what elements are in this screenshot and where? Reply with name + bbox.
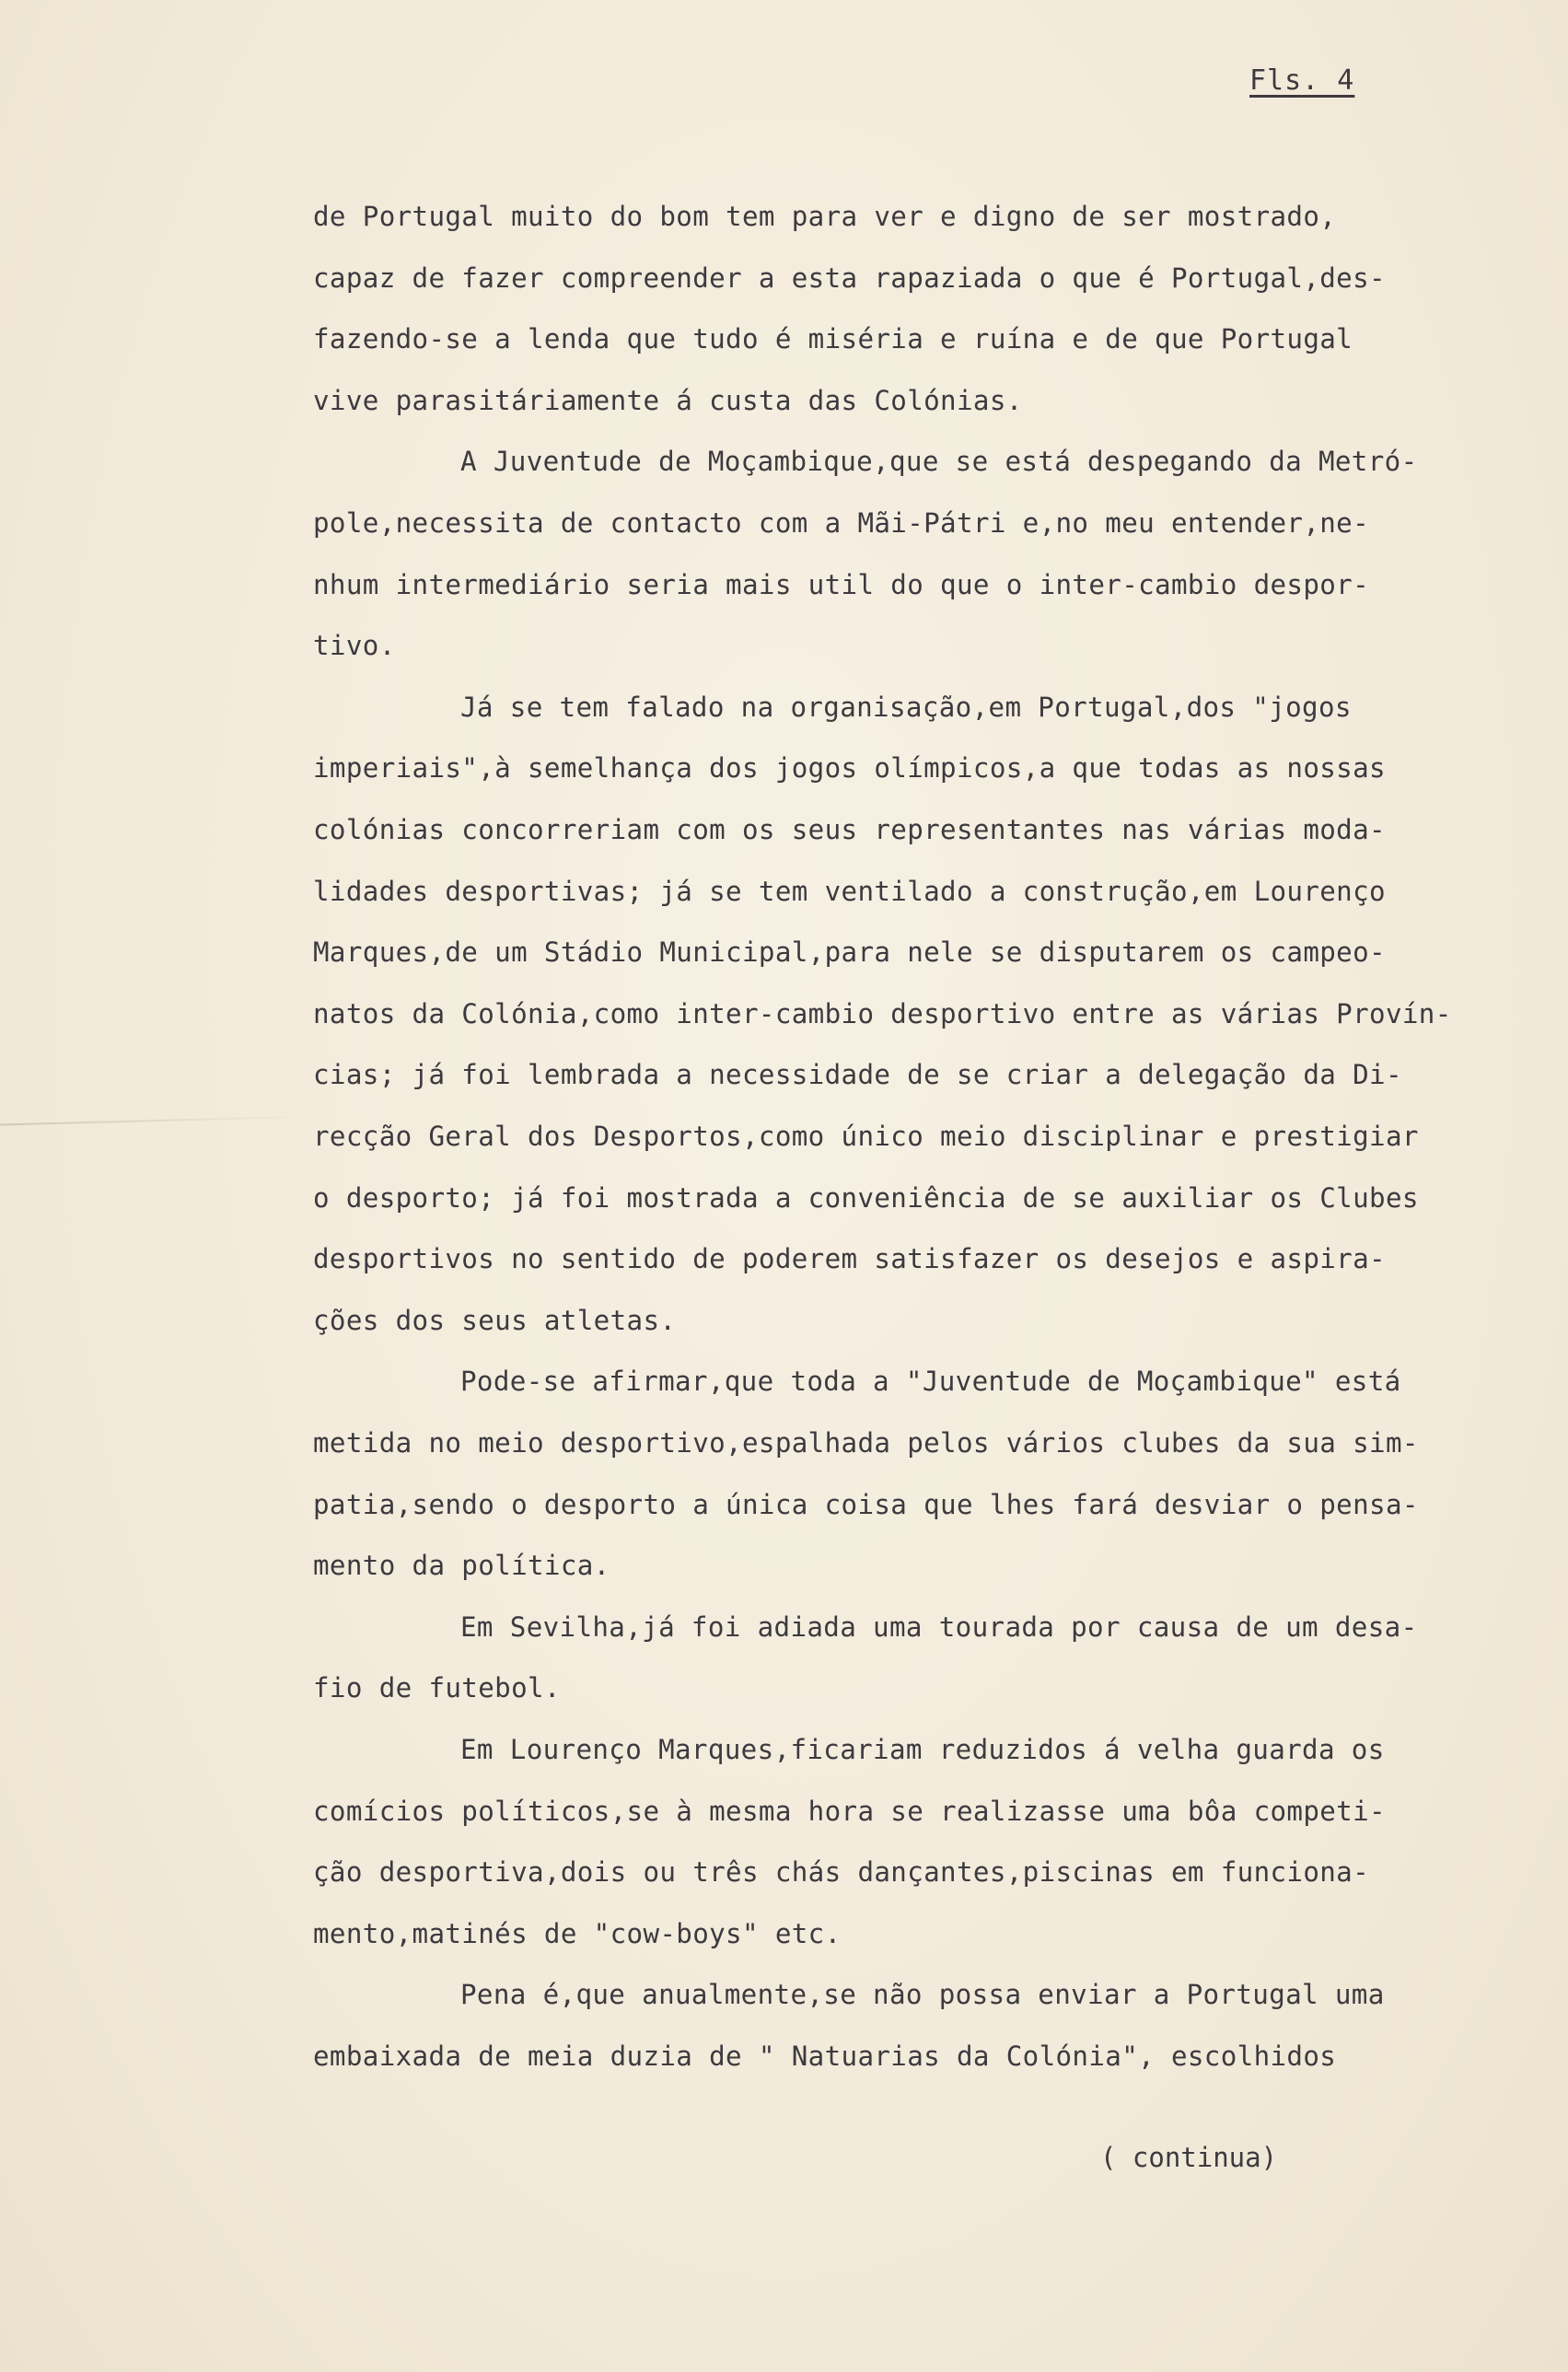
text-line: Pode-se afirmar,que toda a "Juventude de Moçambique" está <box>460 1366 1401 1398</box>
text-line: pole,necessita de contacto com a Mãi-Pátri e,no meu entender,ne- <box>313 507 1370 539</box>
text-line: recção Geral dos Desportos,como único meio disciplinar e prestigiar <box>313 1121 1419 1152</box>
text-line: patia,sendo o desporto a única coisa que lhes fará desviar o pensa- <box>313 1488 1419 1520</box>
text-line: colónias concorreriam com os seus representantes nas várias moda- <box>313 814 1386 845</box>
text-line: lidades desportivas; já se tem ventilado a construção,em Lourenço <box>313 875 1386 907</box>
text-line: cias; já foi lembrada a necessidade de se criar a delegação da Di- <box>313 1059 1402 1091</box>
text-line: metida no meio desportivo,espalhada pelos vários clubes da sua sim- <box>313 1427 1419 1459</box>
text-line: fio de futebol. <box>313 1672 561 1704</box>
continuation-note: ( continua) <box>1100 2142 1278 2173</box>
text-line: Em Lourenço Marques,ficariam reduzidos á velha guarda os <box>460 1734 1385 1765</box>
text-line: mento da política. <box>313 1550 610 1582</box>
text-line: o desporto; já foi mostrada a conveniência de se auxiliar os Clubes <box>313 1181 1419 1214</box>
text-line: tivo. <box>313 630 396 662</box>
text-line: desportivos no sentido de poderem satisfazer os desejos e aspira- <box>313 1243 1386 1275</box>
text-line: fazendo-se a lenda que tudo é miséria e ruína e de que Portugal <box>313 323 1353 355</box>
text-line: Em Sevilha,já foi adiada uma tourada por causa de um desa- <box>460 1610 1418 1643</box>
text-line: natos da Colónia,como inter-cambio desportivo entre as várias Provín- <box>313 997 1452 1029</box>
folio-number: Fls. 4 <box>1249 64 1355 97</box>
text-line: comícios políticos,se à mesma hora se realizasse uma bôa competi- <box>313 1795 1386 1827</box>
text-line: Marques,de um Stádio Municipal,para nele se disputarem os campeo- <box>313 936 1386 969</box>
text-line: ções dos seus atletas. <box>313 1304 677 1336</box>
text-line: A Juventude de Moçambique,que se está despegando da Metró- <box>460 446 1418 478</box>
text-line: Já se tem falado na organisação,em Portugal,dos "jogos <box>460 691 1352 723</box>
paper-fold-crease <box>0 1116 313 1126</box>
text-line: Pena é,que anualmente,se não possa enviar a Portugal uma <box>460 1979 1385 2011</box>
text-line: imperiais",à semelhança dos jogos olímpicos,a que todas as nossas <box>313 752 1386 785</box>
text-line: embaixada de meia duzia de " Natuarias da Colónia", escolhidos <box>313 2041 1337 2072</box>
text-line: ção desportiva,dois ou três chás dançantes,piscinas em funciona- <box>313 1856 1370 1889</box>
text-line: nhum intermediário seria mais util do que o inter-cambio despor- <box>313 568 1370 600</box>
text-line: de Portugal muito do bom tem para ver e digno de ser mostrado, <box>313 201 1337 232</box>
text-line: mento,matinés de "cow-boys" etc. <box>313 1917 842 1949</box>
text-line: vive parasitáriamente á custa das Colónias. <box>313 384 1023 416</box>
text-line: capaz de fazer compreender a esta rapaziada o que é Portugal,des- <box>313 262 1386 294</box>
